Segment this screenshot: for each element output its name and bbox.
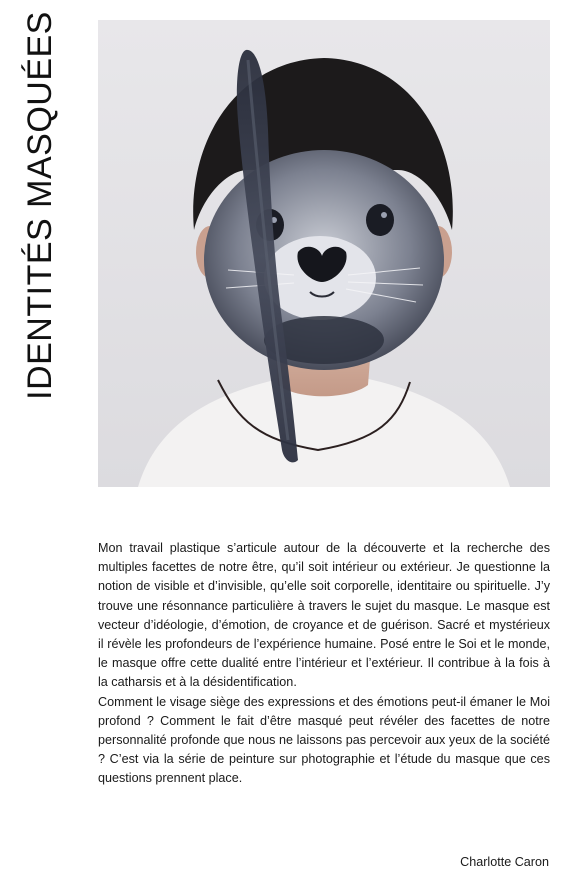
artwork-photo	[98, 20, 550, 487]
artist-statement	[98, 539, 550, 789]
statement-paragraph-1: Mon travail plastique s’articule autour de la découverte et la recherche des multiples facettes de notre être, qu’il soit intérieur ou extérieur. Je questionne la notion de visible et d’invisible, qu’elle soit corporelle, identitaire ou spirituelle. J’y trouve une résonnance particulière à travers le sujet du masque. Le masque est vecteur d’idéologie, d’émotion, de croyance et de guérison. Sacré et mystérieux il révèle les profondeurs de l’expérience humaine. Posé entre le Soi et le monde, le masque offre cette dualité entre l’intérieur et l’extérieur. Il contribue à la fois à la catharsis et à la désidentification.	[98, 541, 550, 690]
page-title: IDENTITÉS MASQUÉES	[20, 10, 59, 400]
page-title-vertical	[20, 10, 60, 400]
statement-paragraph-2: Comment le visage siège des expressions et des émotions peut-il émaner le Moi profond ? Comment le fait d’être masqué peut révéler des facettes de notre personnalité profonde que nous ne laissons pas percevoir aux yeux de la société ? C’est via la série de peinture sur photographie et l’étude du masque que ces questions prennent place.	[98, 694, 550, 786]
author-name: Charlotte Caron	[460, 855, 549, 869]
